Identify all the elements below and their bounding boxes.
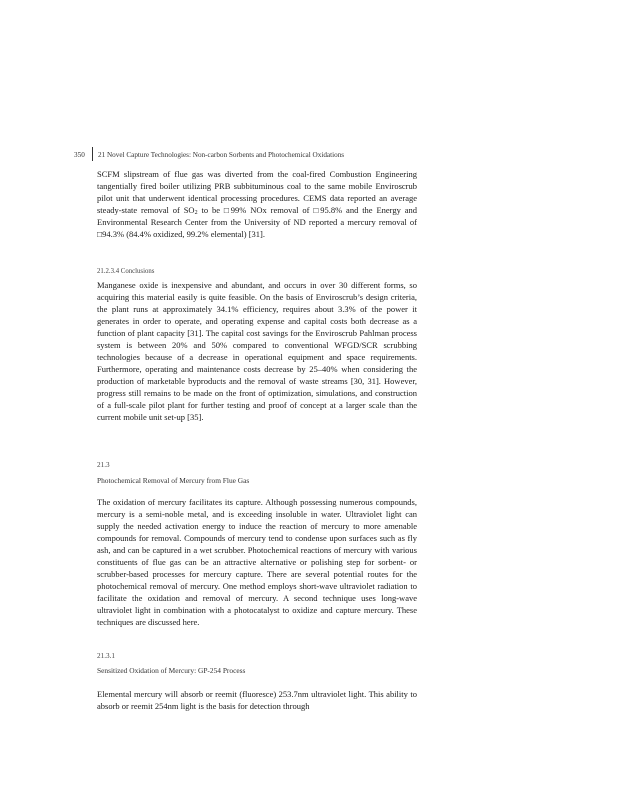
section-paragraph: The oxidation of mercury facilitates its capture. Although possessing numerous compounds, mercury is a semi-noble metal, and is exceeding insoluble in water. Ultraviolet light can supply the needed activation energy to induce the reaction of mercury to more amenable compounds for removal. Compounds of mercury tend to condense upon surfaces such as fly ash, and can be captured in a wet scrubber. Photochemical reactions of mercury with various constituents of flue gas can be an attractive alternative or polishing step for sorbent- or scrubber-based processes for mercury capture. There are several potential routes for the photochemical removal of mercury. One method employs short-wave ultraviolet radiation to facilitate the oxidation and removal of mercury. A second technique uses long-wave ultraviolet light in combination with a photocatalyst to oxidize and capture mercury. These techniques are discussed here. <box>97 497 417 627</box>
chapter-title: 21 Novel Capture Technologies: Non-carbon Sorbents and Photochemical Oxidations <box>98 151 345 159</box>
section-title: Photochemical Removal of Mercury from Flue Gas <box>97 476 250 485</box>
subsection-number: 21.3.1 <box>97 652 115 660</box>
page-number: 350 <box>74 151 85 159</box>
subsection-paragraph: Elemental mercury will absorb or reemit (fluoresce) 253.7nm ultraviolet light. This ability to absorb or reemit 254nm light is the basis for detection through <box>97 689 417 711</box>
running-header <box>74 150 534 164</box>
conclusions-paragraph: Manganese oxide is inexpensive and abundant, and occurs in over 30 different forms, so acquiring this material easily is quite feasible. On the basis of Enviroscrub’s design criteria, the plant runs at approximately 34.1% efficiency, requires about 3.3% of the power it generates in order to operate, and operating expense and capital costs both decrease as a function of plant capacity [31]. The capital cost savings for the Enviroscrub Pahlman process system is between 20% and 50% compared to conventional WFGD/SCR scrubbing technologies because of a decrease in operational equipment and space requirements. Furthermore, operating and maintenance costs decrease by 25–40% when considering the production of marketable byproducts and the removal of waste streams [30, 31]. However, progress still remains to be made on the front of optimization, simulations, and construction of a full-scale pilot plant for further testing and proof of concept at a larger scale than the current mobile unit set-up [35]. <box>97 280 417 422</box>
subsection-title: Sensitized Oxidation of Mercury: GP-254 Process <box>97 666 246 675</box>
conclusions-heading: 21.2.3.4 Conclusions <box>97 268 155 275</box>
intro-paragraph: SCFM slipstream of flue gas was diverted from the coal-fired Combustion Engineering tangentially fired boiler utilizing PRB subbituminous coal to the same mobile Enviroscrub pilot unit that underwent identical processing procedures. CEMS data reported an average steady-state removal of $SO_2$ to be □99% NOx removal of □95.8% and the Energy and Environmental Research Center from the University of ND reported a mercury removal of □94.3% (84.4% oxidized, 99.2% elemental) [31]. <box>97 169 418 239</box>
header-divider <box>92 147 93 161</box>
section-number: 21.3 <box>97 461 110 469</box>
